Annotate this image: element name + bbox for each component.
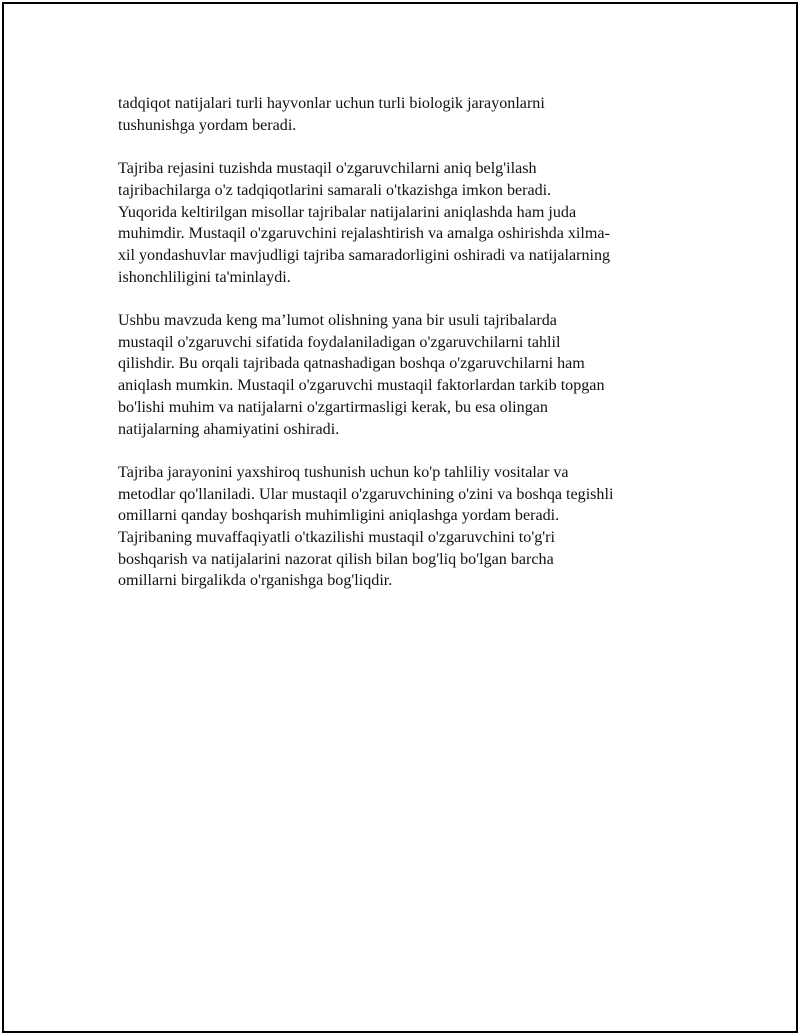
paragraph-2: Tajriba rejasini tuzishda mustaqil o'zgaruvchilarni aniq belg'ilash tajribachilarga o'z tadqiqotlarini samarali o'tkazishga imkon beradi. Yuqorida keltirilgan misollar tajribalar natijalarini aniqlashda ham juda muhimdir. Mustaqil o'zgaruvchini rejalashtirish va amalga oshirishda xilma- xil yondashuvlar mavjudligi tajriba samaradorligini oshiradi va natijalarning ishonchliligini ta'minlaydi. xyxy=(118,160,611,286)
document-body xyxy=(118,93,688,614)
paragraph-3: Ushbu mavzuda keng ma’lumot olishning yana bir usuli tajribalarda mustaqil o'zgaruvchi sifatida foydalaniladigan o'zgaruvchilarni tahlil qilishdir. Bu orqali tajribada qatnashadigan boshqa o'zgaruvchilarni ham aniqlash mumkin. Mustaqil o'zgaruvchi mustaqil faktorlardan tarkib topgan bo'lishi muhim va natijalarni o'zgartirmasligi kerak, bu esa olingan natijalarning ahamiyatini oshiradi. xyxy=(118,312,605,438)
paragraph-1: tadqiqot natijalari turli hayvonlar uchun turli biologik jarayonlarni tushunishga yordam beradi. xyxy=(118,95,545,134)
paragraph-4: Tajriba jarayonini yaxshiroq tushunish uchun ko'p tahliliy vositalar va metodlar qo'llaniladi. Ular mustaqil o'zgaruvchining o'zini va boshqa tegishli omillarni qanday boshqarish muhimligini aniqlashga yordam beradi. Tajribaning muvaffaqiyatli o'tkazilishi mustaqil o'zgaruvchini to'g'ri boshqarish va natijalarini nazorat qilish bilan bog'liq bo'lgan barcha omillarni birgalikda o'rganishga bog'liqdir. xyxy=(118,463,614,590)
